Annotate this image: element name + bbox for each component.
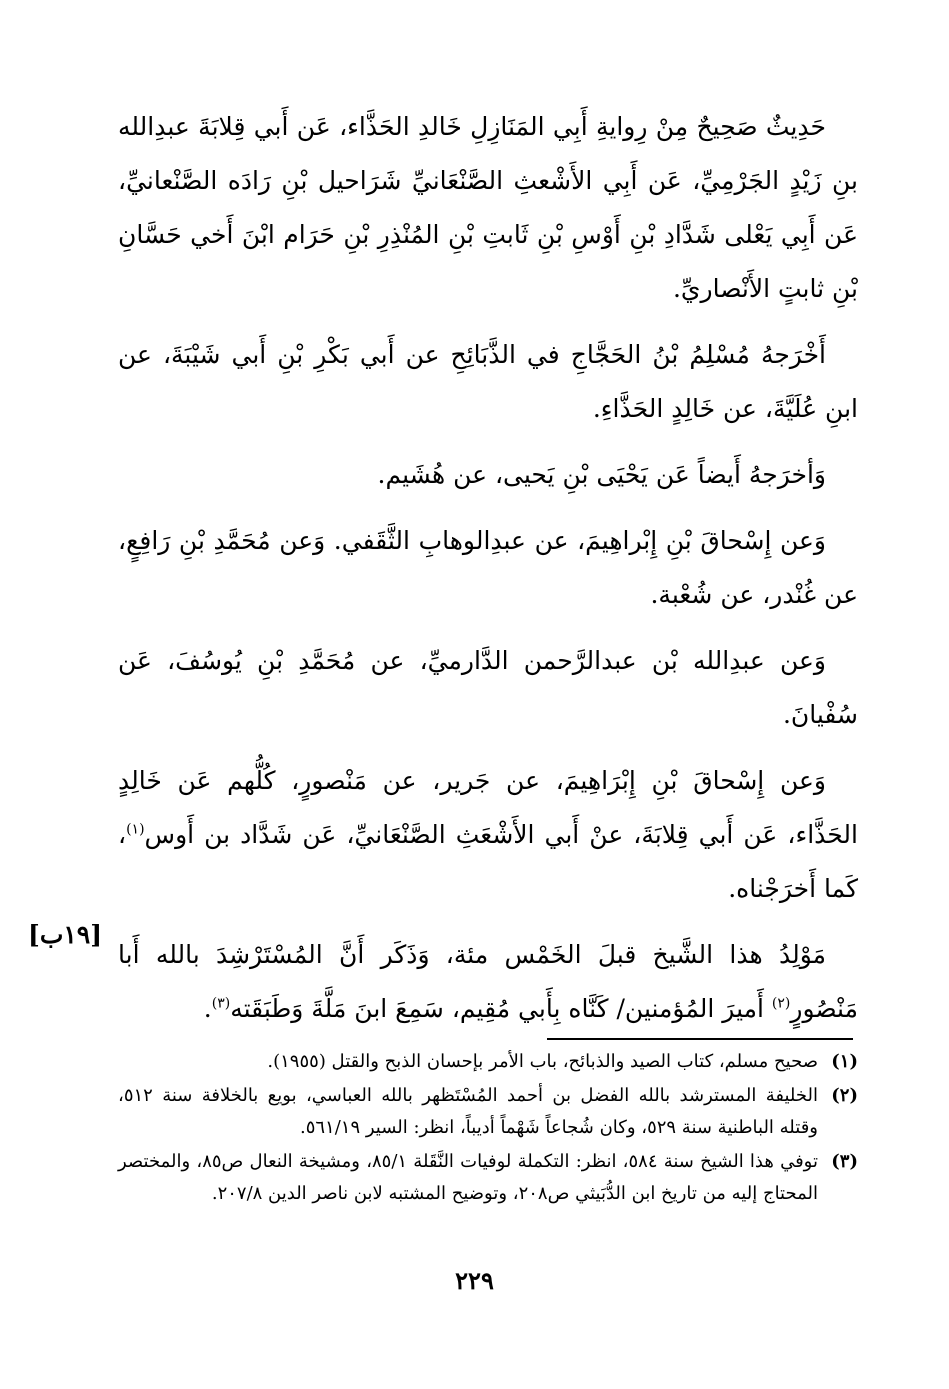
main-text [118, 100, 858, 1048]
paragraph-7-text: مَوْلِدُ هذا الشَّيخ قبلَ الخَمْس مئة، وَذَكَر أَنَّ المُسْتَرْشِدَ بالله أَبا مَنْصُورٍ [118, 940, 858, 1023]
footnotes [118, 1046, 858, 1212]
paragraph-6-tail: ، كَما أَخرَجْناه. [118, 820, 858, 903]
paragraph-3: وَأخرَجهُ أَيضاً عَن يَحْيَى بْنِ يَحيى، عن هُشَيم. [377, 460, 826, 489]
footnote-ref-1[interactable]: (١) [126, 821, 145, 838]
paragraph-5: وَعن عبدِالله بْن عبدالرَّحمن الدَّارميِّ، عن مُحَمَّدِ بْنِ يُوسُفَ، عَن سُفْيانَ. [118, 646, 858, 729]
manuscript-folio-ref: [١٩ب] [28, 920, 103, 949]
page-number: ٢٢٩ [455, 1266, 494, 1295]
paragraph-6 [118, 754, 858, 916]
paragraph-7-end: . [203, 994, 212, 1023]
footnote-number: (٢) [831, 1085, 858, 1106]
footnote-ref-3[interactable]: (٣) [211, 995, 231, 1012]
paragraph-1: حَدِيثٌ صَحِيحٌ مِنْ رِوايةِ أَبِي المَنَازِلِ خَالدِ الحَذَّاء، عَن أَبي قِلابَةَ عبدِالله بنِ زَيْدٍ الجَرْمِيِّ، عَن أَبِي الأَشْعثِ الصَّنْعَانيِّ شَرَاحيل بْنِ رَادَه الصَّنْعانيِّ، عَن أَبِي يَعْلى شَدَّادِ بْنِ أَوْسِ بْنِ ثَابتِ بْنِ المُنْذِرِ بْنِ حَرَام ابْنَ أَخي حَسَّانِ بْنِ ثابتٍ الأَنْصاريِّ. [118, 112, 858, 303]
footnote-number: (٣) [831, 1151, 858, 1172]
paragraph-7 [118, 928, 858, 1036]
footnote-1 [118, 1046, 858, 1078]
footnote-text: صحيح مسلم، كتاب الصيد والذبائح، باب الأمر بإحسان الذبح والقتل (١٩٥٥). [267, 1051, 818, 1072]
paragraph-6-text: وَعن إِسْحاقَ بْنِ إِبْرَاهِيمَ، عن جَرير، عن مَنْصورٍ، كُلُّهم عَن خَالِدٍ الحَذَّاء، عَن أَبي قِلابَةَ، عنْ أَبي الأَشْعَثِ الصَّنْعَانيِّ، عَن شَدَّاد بن أَوس [118, 766, 858, 849]
paragraph-4: وَعن إِسْحاقَ بْنِ إِبْراهِيمَ، عن عبدِالوهابِ الثَّقَفي. وَعن مُحَمَّدِ بْنِ رَافِعٍ، عن غُنْدر، عن شُعْبة. [118, 526, 858, 609]
footnote-2 [118, 1080, 858, 1144]
footnote-text: الخليفة المسترشد بالله الفضل بن أحمد المُسْتَظهر بالله العباسي، بويع بالخلافة سنة ٥١٢، وقتله الباطنية سنة ٥٢٩، وكان شُجاعاً شَهْماً أديباً، انظر: السير ٥٦١/١٩. [118, 1085, 818, 1138]
paragraph-7-mid: أَميرَ المُؤمنين/ كَنَّاه بِأَبي مُقِيم، سَمِعَ ابنَ مَلَّةَ وَطَبَقَته [230, 994, 772, 1023]
footnote-number: (١) [831, 1051, 858, 1072]
footnote-3 [118, 1146, 858, 1210]
footnote-divider [547, 1038, 853, 1040]
footnote-ref-2[interactable]: (٢) [771, 995, 791, 1012]
paragraph-2: أَخْرَجهُ مُسْلِمُ بْنُ الحَجَّاجِ في الذَّبَائِحِ عن أَبي بَكْرِ بْنِ أَبي شَيْبَةَ، عن ابنِ عُلَيَّةَ، عن خَالِدٍ الحَذَّاءِ. [118, 340, 858, 423]
footnote-text: توفي هذا الشيخ سنة ٥٨٤، انظر: التكملة لوفيات النَّقَلة ٨٥/١، ومشيخة النعال ص٨٥، والمختصر المحتاج إليه من تاريخ ابن الدُّبَيثي ص٢٠٨، وتوضيح المشتبه لابن ناصر الدين ٢٠٧/٨. [118, 1151, 818, 1204]
